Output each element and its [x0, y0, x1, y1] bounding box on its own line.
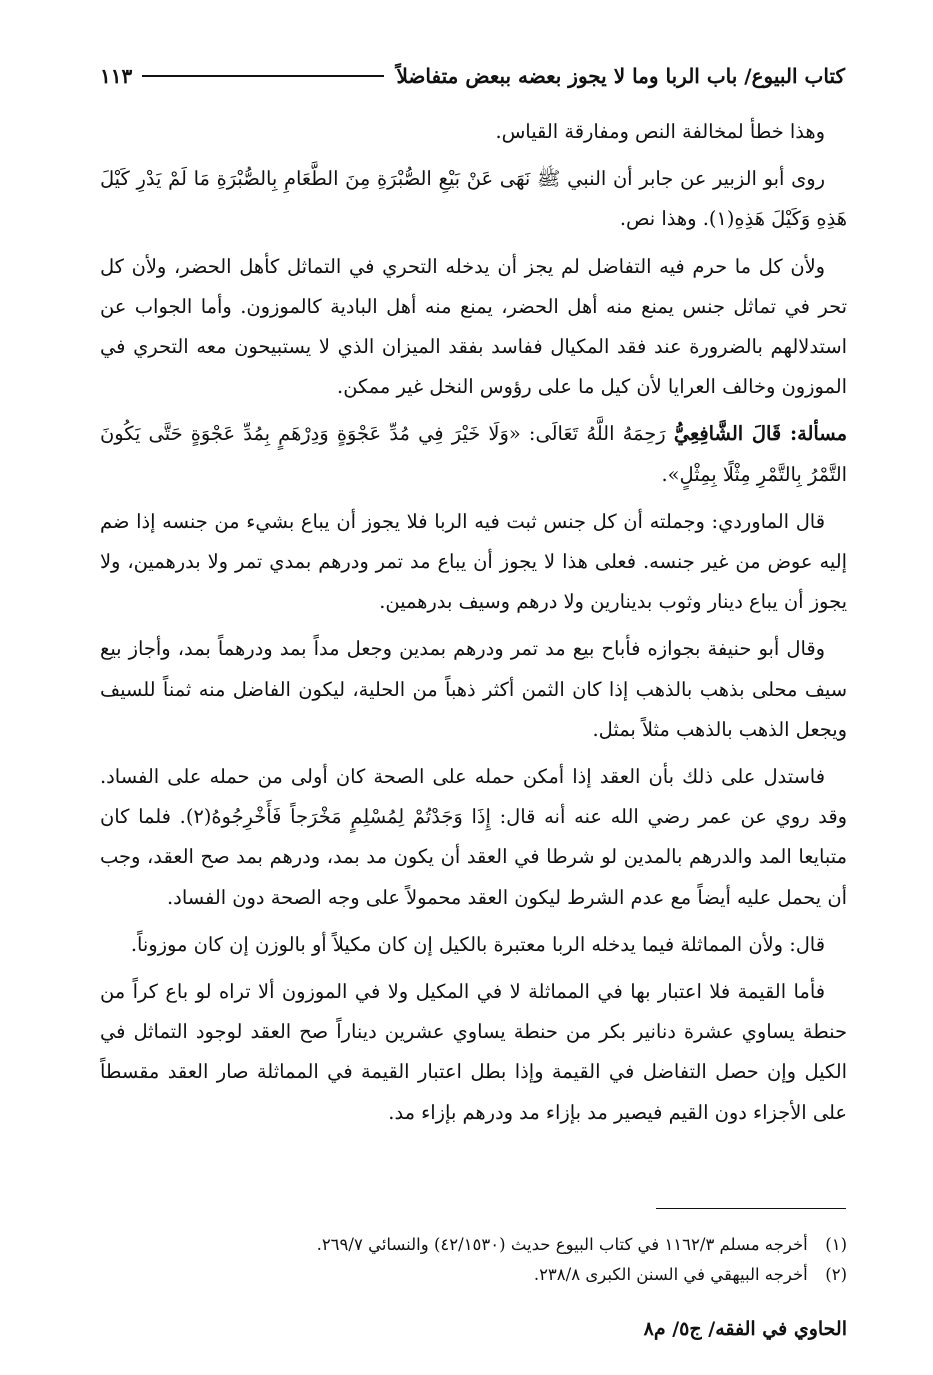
footnote-text: أخرجه مسلم ١١٦٢/٣ في كتاب البيوع حديث (٤٢/١٥٣٠) والنسائي ٢٦٩/٧. [316, 1235, 808, 1254]
page-number: ١١٣ [100, 64, 133, 88]
footnotes [100, 1230, 847, 1290]
paragraph: فاستدل على ذلك بأن العقد إذا أمكن حمله على الصحة كان أولى من حمله على الفساد. وقد روي عن عمر رضي الله عنه أنه قال: إِذَا وَجَدْتُمْ لِمُسْلِمٍ مَخْرَجاً فَأَخْرِجُوهُ(٢). فلما كان متبايعا المد والدرهم بالمدين لو شرطا في العقد أن يكون مد بمد، ودرهم بمد صح العقد، وجب أن يحمل عليه أيضاً مع عدم الشرط ليكون العقد محمولاً على وجه الصحة دون الفساد. [100, 765, 847, 909]
footnote-number: (١) [825, 1235, 847, 1254]
header-title: كتاب البيوع/ باب الربا وما لا يجوز بعضه ببعض متفاضلاً [396, 64, 845, 88]
running-header [100, 58, 845, 94]
paragraph: فأما القيمة فلا اعتبار بها في المماثلة لا في المكيل ولا في الموزون ألا تراه لو باع كراً من حنطة يساوي عشرة دنانير بكر من حنطة يساوي عشرين ديناراً صح العقد لوجود التماثل في الكيل وإن حصل التفاضل في القيمة وإذا بطل اعتبار القيمة في المماثلة صار العقد مقسطاً على الأجزاء دون القيم فيصير مد بإزاء مد ودرهم بإزاء مد. [100, 980, 847, 1124]
paragraph: وهذا خطأ لمخالفة النص ومفارقة القياس. [495, 120, 825, 143]
footnote-text: أخرجه البيهقي في السنن الكبرى ٢٣٨/٨. [533, 1265, 808, 1284]
footnote [100, 1260, 847, 1290]
footnote-rule [656, 1208, 846, 1209]
paragraph: قال: ولأن المماثلة فيما يدخله الربا معتبرة بالكيل إن كان مكيلاً أو بالوزن إن كان موزوناً. [130, 932, 825, 956]
body-text [100, 112, 847, 1140]
footer-signature: الحاوي في الفقه/ ج٥/ م٨ [643, 1318, 847, 1340]
paragraph: ولأن كل ما حرم فيه التفاضل لم يجز أن يدخله التحري في التماثل كأهل الحضر، ولأن كل تحر في تماثل جنس يمنع منه أهل الحضر، يمنع منه أهل البادية كالموزون. وأما الجواب عن استدلالهم بالضرورة عند فقد المكيال ففاسد بفقد الميزان الذي لا يستبيحون معه التحري في الموزون وخالف العرايا لأن كيل ما على رؤوس النخل غير ممكن. [100, 254, 847, 399]
masala-paragraph [100, 414, 847, 494]
paragraph: روى أبو الزبير عن جابر أن النبي ﷺ نَهَى عَنْ بَيْعِ الصُّبْرَةِ مِنَ الطَّعَامِ بِالصُّبْرَةِ مَا لَمْ يَدْرِ كَيْلَ هَذِهِ وَكَيْلَ هَذِهِ(١). وهذا نص. [100, 167, 847, 231]
footnote-number: (٢) [825, 1265, 847, 1284]
paragraph: قال الماوردي: وجملته أن كل جنس ثبت فيه الربا فلا يجوز أن يباع بشيء من جنسه إذا ضم إليه عوض من غير جنسه. فعلى هذا لا يجوز أن يباع مد تمر ودرهم بمدي تمر ولا بدرهمين، ولا يجوز أن يباع دينار وثوب بدينارين ولا درهم وسيف بدرهمين. [100, 509, 847, 614]
footnote [100, 1230, 847, 1260]
header-rule [142, 75, 384, 77]
masala-label: مسألة: قَالَ الشَّافِعِيُّ [673, 422, 847, 446]
paragraph: وقال أبو حنيفة بجوازه فأباح بيع مد تمر ودرهم بمدين وجعل مداً بمد ودرهماً بمد، وأجاز بيع سيف محلى بذهب بالذهب إذا كان الثمن أكثر ذهباً من الحلية، ليكون الفاضل منه ثمناً للسيف ويجعل الذهب بالذهب مثلاً بمثل. [100, 637, 847, 741]
masala-text: رَحِمَهُ اللَّهُ تَعَالَى: «وَلَا خَيْرَ فِي مُدِّ عَجْوَةٍ وَدِرْهَمٍ بِمُدِّ عَجْوَةٍ حَتَّى يَكُونَ التَّمْرُ بِالتَّمْرِ مِثْلًا بِمِثْلٍ». [100, 422, 847, 486]
